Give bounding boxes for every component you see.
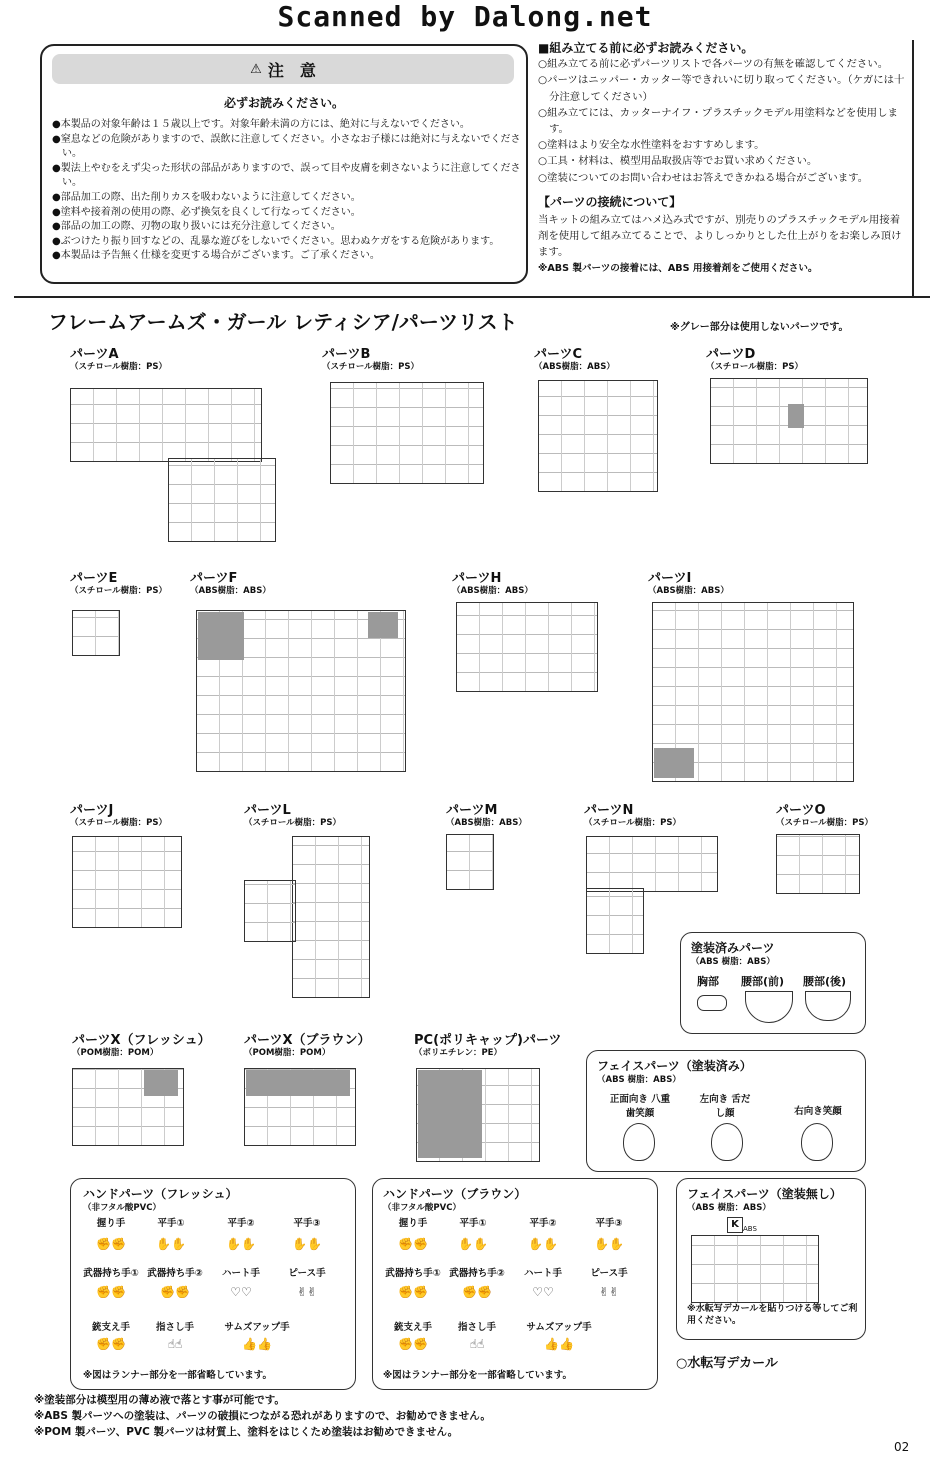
- runner-name: パーツE: [70, 571, 118, 586]
- runner-f-unused-part: [368, 612, 398, 638]
- runner-h-frame: [456, 602, 598, 692]
- runner-l-label: [244, 804, 341, 828]
- face-unpainted-title: フェイスパーツ（塗装無し）: [687, 1187, 842, 1201]
- warning-item: ●窒息などの危険がありますので、誤飲に注意してください。小さなお子様には絶対に与えないでください。: [52, 133, 521, 160]
- hand-label: 銃支え手: [393, 1322, 432, 1333]
- hand-label: 握り手: [398, 1218, 428, 1229]
- runner-material: （スチロール樹脂：PS）: [70, 818, 168, 828]
- runner-material: （スチロール樹脂：PS）: [70, 586, 168, 596]
- runner-m-label: [446, 804, 527, 828]
- hands-flesh-note: ※図はランナー部分を一部省略しています。: [83, 1370, 272, 1381]
- warning-title-bar: [52, 54, 514, 84]
- gray-parts-note: ※グレー部分は使用しないパーツです。: [670, 322, 849, 333]
- hand-label: 指さし手: [457, 1322, 496, 1333]
- face-painted-box: [586, 1050, 866, 1172]
- parts-list-title: フレームアームズ・ガール レティシア/パーツリスト: [48, 310, 518, 334]
- runner-material: （ABS樹脂：ABS）: [446, 818, 527, 828]
- hand-label: ピース手: [288, 1268, 326, 1279]
- warning-subtitle: 必ずお読みください。: [223, 96, 344, 110]
- warning-triangle-icon: ⚠: [250, 61, 262, 77]
- runner-material: （POM樹脂：POM）: [72, 1048, 159, 1058]
- hand-weapon-icon: ✊✊: [398, 1285, 428, 1299]
- hands-flesh-material: （非フタル酸PVC）: [83, 1203, 161, 1213]
- painted-parts-box: [680, 932, 866, 1034]
- runner-material: （スチロール樹脂：PS）: [584, 818, 682, 828]
- runner-o-frame: [776, 834, 860, 894]
- hand-fist-icon: ✊✊: [96, 1237, 126, 1251]
- runner-b-label: [322, 348, 419, 372]
- warning-box: [40, 44, 528, 284]
- runner-l-frame: [292, 836, 370, 998]
- warning-item: ●部品の加工の際、刃物の取り扱いには充分注意してください。: [52, 221, 341, 233]
- runner-pc-label: [414, 1034, 561, 1058]
- runner-k-tag: K: [727, 1217, 743, 1233]
- read-first-title: ■組み立てる前に必ずお読みください。: [538, 41, 754, 55]
- hand-heart-icon: ♡♡: [230, 1285, 252, 1299]
- hand-open-icon: ✋✋: [292, 1237, 322, 1251]
- footnote: ※ABS 製パーツへの塗装は、パーツの破損につながる恐れがありますので、お勧めできません。: [34, 1410, 491, 1422]
- runner-material: （スチロール樹脂：PS）: [322, 362, 420, 372]
- footnote: ※POM 製パーツ、PVC 製パーツは材質上、塗料をはじくため塗装はお勧めできません。: [34, 1426, 459, 1438]
- hand-open-icon: ✋✋: [226, 1237, 256, 1251]
- hand-label: 武器持ち手①: [385, 1268, 441, 1279]
- runner-material: （スチロール樹脂：PS）: [706, 362, 804, 372]
- runner-e-frame: [72, 610, 120, 656]
- face-label: 正面向き 八重歯笑顔: [609, 1094, 671, 1119]
- hand-open-icon: ✋✋: [458, 1237, 488, 1251]
- runner-material: （ABS樹脂：ABS）: [648, 586, 729, 596]
- read-first-list: [538, 56, 908, 186]
- runner-x-brown-unused-part: [246, 1070, 350, 1096]
- hand-gun-support-icon: ✊✊: [398, 1337, 428, 1351]
- hands-brown-material: （非フタル酸PVC）: [383, 1203, 461, 1213]
- hand-peace-icon: ✌✌: [598, 1285, 620, 1299]
- hand-label: サムズアップ手: [526, 1322, 592, 1333]
- read-first-item: ○塗装についてのお問い合わせはお答えできかねる場合がございます。: [538, 171, 869, 184]
- runner-name: パーツL: [244, 803, 291, 818]
- face-painted-material: （ABS 樹脂：ABS）: [597, 1075, 681, 1085]
- runner-h-label: [452, 572, 533, 596]
- read-first-section: [538, 40, 908, 277]
- hand-pointing-icon: ☝☝: [167, 1337, 183, 1351]
- runner-pc-unused-part: [418, 1070, 482, 1158]
- runner-name: PC(ポリキャップ)パーツ: [414, 1033, 562, 1048]
- water-decal-label: ○水転写デカール: [676, 1356, 778, 1371]
- hand-label: 平手②: [227, 1218, 255, 1229]
- runner-material: （スチロール樹脂：PS）: [70, 362, 168, 372]
- runner-e-label: [70, 572, 167, 596]
- face-right-icon: [801, 1123, 833, 1161]
- runner-name: パーツH: [452, 571, 502, 586]
- hand-label: 銃支え手: [91, 1322, 130, 1333]
- runner-n-frame-lower: [586, 888, 644, 954]
- hand-label: 平手①: [157, 1218, 185, 1229]
- hand-open-icon: ✋✋: [528, 1237, 558, 1251]
- connection-note: ※ABS 製パーツの接着には、ABS 用接着剤をご使用ください。: [538, 262, 818, 274]
- runner-name: パーツN: [584, 803, 634, 818]
- footnote: ※塗装部分は模型用の薄め液で落とす事が可能です。: [34, 1394, 285, 1406]
- hand-thumbs-up-icon: 👍👍: [544, 1337, 574, 1351]
- hand-label: ピース手: [590, 1268, 628, 1279]
- runner-c-frame: [538, 380, 658, 492]
- hand-weapon-icon: ✊✊: [160, 1285, 190, 1299]
- hand-label: 平手③: [293, 1218, 321, 1229]
- runner-x-brown-label: [244, 1034, 371, 1058]
- warning-title: 注 意: [267, 60, 316, 80]
- runner-name: パーツX（フレッシュ）: [72, 1033, 211, 1048]
- face-left-icon: [711, 1123, 743, 1161]
- divider-horizontal: [14, 296, 930, 298]
- hand-open-icon: ✋✋: [156, 1237, 186, 1251]
- runner-d-label: [706, 348, 803, 372]
- hand-weapon-icon: ✊✊: [462, 1285, 492, 1299]
- face-unpainted-box: [676, 1178, 866, 1340]
- runner-n-frame: [586, 836, 718, 892]
- hand-label: 平手①: [459, 1218, 487, 1229]
- runner-l-frame-side: [244, 880, 296, 942]
- read-first-item: ○パーツはニッパー・カッター等できれいに切り取ってください。（ケガには十分注意してください）: [538, 74, 905, 103]
- runner-material: （ABS樹脂：ABS）: [190, 586, 271, 596]
- face-unpainted-note: ※水転写デカールを貼りつける等してご利用ください。: [687, 1304, 858, 1326]
- runner-material: （ABS樹脂：ABS）: [534, 362, 615, 372]
- face-label: 右向き笑顔: [794, 1106, 842, 1117]
- read-first-item: ○組み立てには、カッターナイフ・プラスチックモデル用塗料などを使用します。: [538, 106, 898, 136]
- hand-gun-support-icon: ✊✊: [96, 1337, 126, 1351]
- runner-material: （POM樹脂：POM）: [244, 1048, 331, 1058]
- runner-name: パーツI: [648, 571, 692, 586]
- hand-weapon-icon: ✊✊: [96, 1285, 126, 1299]
- runner-f-unused-part: [198, 612, 244, 660]
- runner-name: パーツB: [322, 347, 371, 362]
- read-first-item: ○組み立てる前に必ずパーツリストで各パーツの有無を確認してください。: [538, 58, 889, 71]
- painted-part-label: 胸部: [697, 975, 719, 988]
- runner-m-frame: [446, 834, 494, 890]
- hand-label: ハート手: [221, 1268, 260, 1279]
- face-label: 左向き 舌だし顔: [699, 1094, 751, 1119]
- runner-name: パーツM: [446, 803, 498, 818]
- runner-j-frame: [72, 836, 182, 928]
- hand-label: 武器持ち手①: [83, 1268, 139, 1279]
- runner-j-label: [70, 804, 167, 828]
- runner-d-unused-part: [788, 404, 804, 428]
- hand-label: 武器持ち手②: [147, 1268, 203, 1279]
- hand-label: 指さし手: [155, 1322, 194, 1333]
- warning-list: [52, 118, 522, 264]
- runner-material: （スチロール樹脂：PS）: [776, 818, 874, 828]
- face-front-icon: [623, 1123, 655, 1161]
- runner-material: （スチロール樹脂：PS）: [244, 818, 342, 828]
- hand-label: ハート手: [523, 1268, 562, 1279]
- warning-item: ●製法上やむをえず尖った形状の部品がありますので、誤って目や皮膚を刺さないように注意してください。: [52, 162, 521, 189]
- runner-f-label: [190, 572, 271, 596]
- runner-material: （ポリエチレン：PE）: [414, 1048, 502, 1058]
- runner-k-material-tag: ABS: [743, 1225, 757, 1233]
- runner-i-label: [648, 572, 729, 596]
- hand-open-icon: ✋✋: [594, 1237, 624, 1251]
- read-first-item: ○工具・材料は、模型用品取扱店等でお買い求めください。: [538, 155, 818, 168]
- runner-name: パーツO: [776, 803, 826, 818]
- waist-back-icon: [805, 991, 851, 1021]
- hand-fist-icon: ✊✊: [398, 1237, 428, 1251]
- runner-n-label: [584, 804, 681, 828]
- runner-a-frame: [70, 388, 262, 462]
- runner-x-flesh-unused-part: [144, 1070, 178, 1096]
- hands-brown-box: [372, 1178, 658, 1390]
- runner-name: パーツJ: [70, 803, 114, 818]
- connection-title: 【パーツの接続について】: [538, 194, 682, 209]
- hand-label: 武器持ち手②: [449, 1268, 505, 1279]
- hand-label: 平手③: [595, 1218, 623, 1229]
- chest-part-icon: [697, 995, 727, 1011]
- painted-part-label: 腰部(前): [741, 975, 785, 988]
- warning-item: ●本製品の対象年齢は１５歳以上です。対象年齢未満の方には、絶対に与えないでください。: [52, 119, 470, 130]
- painted-part-label: 腰部(後): [803, 975, 847, 988]
- hands-flesh-title: ハンドパーツ（フレッシュ）: [83, 1187, 238, 1201]
- divider-vertical: [912, 40, 914, 296]
- runner-name: パーツF: [190, 571, 238, 586]
- hands-brown-note: ※図はランナー部分を一部省略しています。: [383, 1370, 572, 1381]
- painted-parts-material: （ABS 樹脂：ABS）: [691, 957, 775, 967]
- runner-b-frame: [330, 382, 484, 484]
- scan-watermark: Scanned by Dalong.net: [277, 0, 653, 33]
- runner-k-frame: [691, 1235, 819, 1303]
- runner-name: パーツX（ブラウン）: [244, 1033, 371, 1048]
- warning-item: ●ぶつけたり振り回すなどの、乱暴な遊びをしないでください。思わぬケガをする危険があります。: [52, 235, 500, 247]
- read-first-item: ○塗料はより安全な水性塗料をおすすめします。: [538, 139, 765, 152]
- face-painted-title: フェイスパーツ（塗装済み）: [597, 1059, 752, 1073]
- warning-item: ●本製品は予告無く仕様を変更する場合がございます。ご了承ください。: [52, 250, 380, 262]
- runner-name: パーツA: [70, 347, 119, 362]
- runner-o-label: [776, 804, 873, 828]
- runner-c-label: [534, 348, 615, 372]
- hand-label: サムズアップ手: [224, 1322, 290, 1333]
- warning-item: ●部品加工の際、出た削りカスを吸わないように注意してください。: [52, 191, 361, 203]
- face-unpainted-material: （ABS 樹脂：ABS）: [687, 1203, 771, 1213]
- hand-heart-icon: ♡♡: [532, 1285, 554, 1299]
- hand-label: 平手②: [529, 1218, 557, 1229]
- hands-flesh-box: [70, 1178, 356, 1390]
- connection-text: 当キットの組み立てはハメ込み式ですが、別売りのプラスチックモデル用接着剤を使用して組み立てることで、よりしっかりとした仕上がりをお楽しみ頂けます。: [538, 214, 902, 259]
- hand-pointing-icon: ☝☝: [469, 1337, 485, 1351]
- page-number: 02: [894, 1440, 910, 1454]
- runner-x-flesh-label: [72, 1034, 211, 1058]
- waist-front-icon: [745, 991, 793, 1023]
- runner-name: パーツC: [534, 347, 583, 362]
- runner-i-unused-part: [654, 748, 694, 778]
- runner-a-frame-lower: [168, 458, 276, 542]
- warning-item: ●塗料や接着剤の使用の際、必ず換気を良くして行なってください。: [52, 206, 361, 218]
- runner-name: パーツD: [706, 347, 756, 362]
- hands-brown-title: ハンドパーツ（ブラウン）: [383, 1187, 527, 1201]
- runner-material: （ABS樹脂：ABS）: [452, 586, 533, 596]
- runner-a-label: [70, 348, 167, 372]
- hand-label: 握り手: [96, 1218, 126, 1229]
- hand-thumbs-up-icon: 👍👍: [242, 1337, 272, 1351]
- hand-peace-icon: ✌✌: [296, 1285, 318, 1299]
- painted-parts-title: 塗装済みパーツ: [691, 941, 775, 955]
